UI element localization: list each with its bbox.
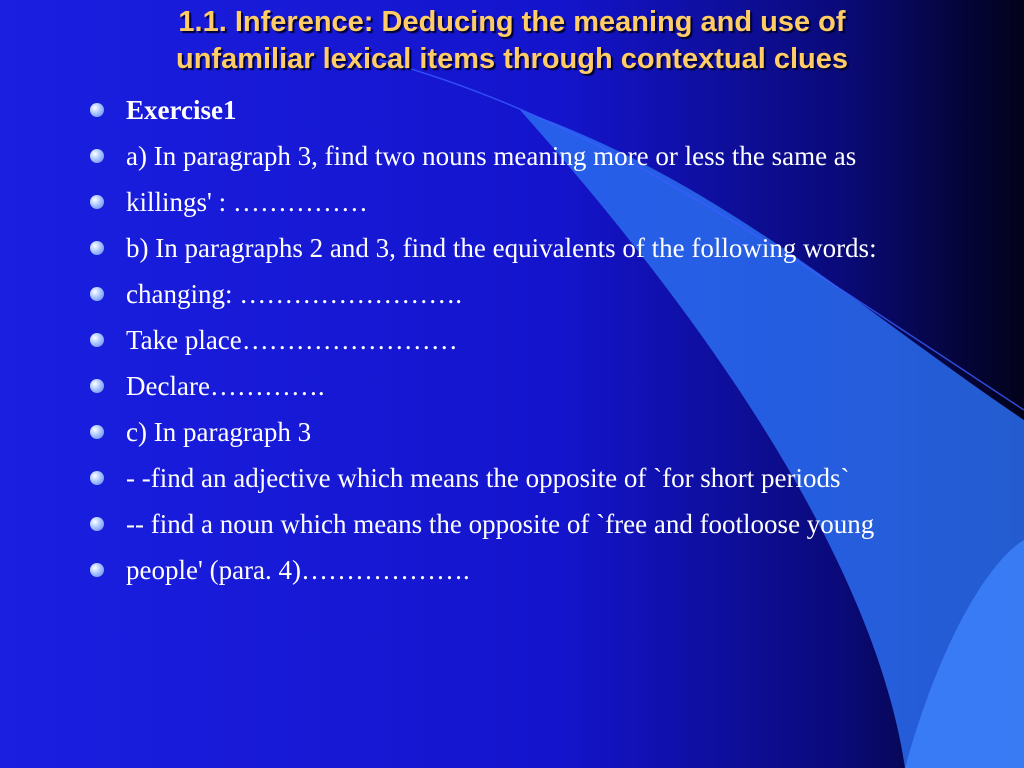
bullet-icon: [90, 517, 104, 531]
item-text: Declare………….: [126, 371, 325, 401]
list-item: [88, 552, 936, 588]
item-text: c) In paragraph 3: [126, 417, 312, 447]
bullet-icon: [90, 241, 104, 255]
item-text: b) In paragraphs 2 and 3, find the equivalents of the following words:: [126, 233, 877, 263]
list-item: [88, 322, 936, 358]
list-item: [88, 276, 936, 312]
list-item: [88, 230, 936, 266]
item-text: changing: …………………….: [126, 279, 462, 309]
title-line-1: 1.1. Inference: Deducing the meaning and use of: [178, 6, 846, 38]
bullet-icon: [90, 149, 104, 163]
item-text: killings' : ……………: [126, 187, 368, 217]
list-item: [88, 368, 936, 404]
item-text: -- find a noun which means the opposite of `free and footloose young: [126, 509, 875, 539]
item-text: Exercise1: [126, 95, 237, 125]
bullet-icon: [90, 333, 104, 347]
list-item: [88, 92, 936, 128]
bullet-icon: [90, 379, 104, 393]
item-text: Take place……………………: [126, 325, 458, 355]
bullet-icon: [90, 563, 104, 577]
list-item: [88, 460, 936, 496]
bullet-icon: [90, 195, 104, 209]
item-text: - -find an adjective which means the opposite of `for short periods`: [126, 463, 850, 493]
bullet-icon: [90, 425, 104, 439]
item-text: people' (para. 4)……………….: [126, 555, 470, 585]
bullet-list: [88, 92, 936, 598]
bullet-icon: [90, 287, 104, 301]
bullet-icon: [90, 471, 104, 485]
bullet-icon: [90, 103, 104, 117]
list-item: [88, 414, 936, 450]
list-item: [88, 506, 936, 542]
slide-title: [40, 4, 984, 78]
title-line-2: unfamiliar lexical items through contextual clues: [175, 43, 848, 75]
list-item: [88, 184, 936, 220]
item-text: a) In paragraph 3, find two nouns meaning more or less the same as: [126, 141, 857, 171]
list-item: [88, 138, 936, 174]
